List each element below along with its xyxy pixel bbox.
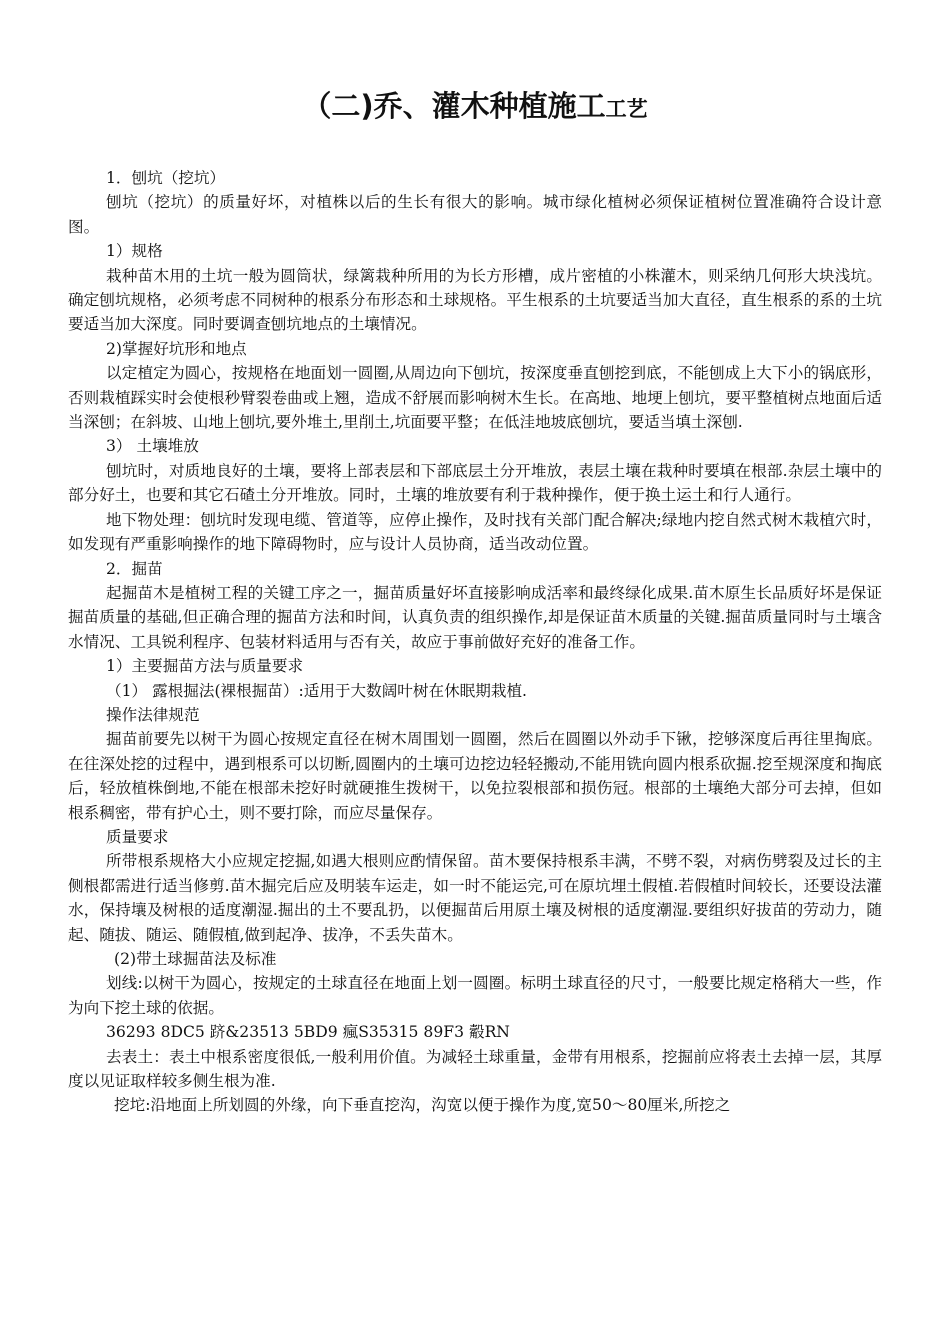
document-title bbox=[0, 86, 950, 129]
subsection-heading: 2)掌握好坑形和地点 bbox=[106, 339, 247, 358]
paragraph: 划线:以树干为圆心，按规定的土球直径在地面上划一圆圈。标明土球直径的尺寸，一般要比规定格稍大一些，作为向下挖土球的依据。 bbox=[68, 974, 882, 1017]
paragraph: 去表土：表土中根系密度很低,一般利用价值。为减轻土球重量，金带有用根系，挖掘前应将表土去掉一层，其厚度以见证取样较多侧生根为准. bbox=[68, 1047, 882, 1091]
paragraph: 以定植定为圆心，按规格在地面划一圆圈,从周边向下刨坑，按深度垂直刨挖到底，不能刨成上大下小的锅底形，否则栽植踩实时会使根秒臂裂卷曲或上翘，造成不舒展而影响树木生长。在高地、地埂上刨坑，要平整植树点地面后适当深刨；在斜坡、山地上刨坑,要外堆土,里削土,坑面要平整；在低洼地坡底刨坑，要适当填土深刨. bbox=[68, 364, 882, 432]
paragraph: 地下物处理：刨坑时发现电缆、管道等，应停止操作，及时找有关部门配合解决;绿地内挖自然式树木栽植穴时，如发现有严重影响操作的地下障碍物时，应与设计人员协商，适当改动位置。 bbox=[68, 510, 882, 554]
paragraph: 掘苗前要先以树干为圆心按规定直径在树木周围划一圆圈，然后在圆圈以外动手下锹，挖够深度后再往里掏底。在往深处挖的过程中，遇到根系可以切断,圆圈内的土壤可边挖边轻轻搬动,不能用铣向圆内根系砍掘.挖至规深度和掏底后，轻放植株倒地,不能在根部未挖好时就硬推生拨树干，以免拉裂根部和损伤冠。根部的土壤绝大部分可去掉，但如根系稠密，带有护心土，则不要打除，而应尽量保存。 bbox=[68, 730, 882, 822]
paragraph: 起掘苗木是植树工程的关键工序之一，掘苗质量好坏直接影响成活率和最终绿化成果.苗木原生长品质好坏是保证掘苗质量的基础,但正确合理的掘苗方法和时间，认真负责的组织操作,却是保证苗木质量的关键.掘苗质量同时与土壤含水情况、工具锐利程序、包装材料适用与否有关，故应于事前做好充好的准备工作。 bbox=[68, 583, 882, 651]
subsection-heading: 3） 土壤堆放 bbox=[106, 437, 199, 456]
document-body bbox=[68, 166, 882, 1118]
method-heading: (2)带土球掘苗法及标准 bbox=[114, 950, 277, 968]
paragraph: 刨坑（挖坑）的质量好坏，对植株以后的生长有很大的影响。城市绿化植树必须保证植树位置准确符合设计意图。 bbox=[68, 193, 882, 236]
title-main: （二)乔、灌木种植施工 bbox=[302, 89, 606, 123]
title-suffix: 工艺 bbox=[605, 97, 648, 121]
subsection-heading: 操作法律规范 bbox=[106, 705, 200, 724]
subsection-heading: 1）规格 bbox=[106, 242, 163, 261]
paragraph: 刨坑时，对质地良好的土壤，要将上部表层和下部底层土分开堆放，表层土壤在栽种时要填在根部.杂层土壤中的部分好土，也要和其它石碴土分开堆放。同时，土壤的堆放要有利于栽种操作，便于换土运土和行人通行。 bbox=[68, 461, 882, 505]
garbled-line: 36293 8DC5 跻&23513 5BD9 瘋S35315 89F3 觳RN bbox=[106, 1023, 510, 1042]
paragraph: 挖坨:沿地面上所划圆的外缘，向下垂直挖沟，沟宽以便于操作为度,宽50～80厘米,所挖之 bbox=[114, 1096, 731, 1115]
paragraph: 所带根系规格大小应规定挖掘,如遇大根则应酌情保留。苗木要保持根系丰满，不劈不裂，对病伤劈裂及过长的主侧根都需进行适当修剪.苗木掘完后应及明装车运走，如一时不能运完,可在原坑埋土假植.若假植时间较长，还要设法灌水，保持壤及树根的适度潮湿.掘出的土不要乱扔，以便掘苗后用原土壤及树根的适度潮湿.要组织好拔苗的劳动力，随起、随拔、随运、随假植,做到起净、拔净，不丢失苗木。 bbox=[68, 852, 882, 944]
section-heading: 1．刨坑（挖坑） bbox=[106, 169, 226, 187]
section-heading: 2．掘苗 bbox=[106, 559, 163, 578]
subsection-heading: 质量要求 bbox=[106, 827, 169, 846]
method-heading: （1） 露根掘法(裸根掘苗）:适用于大数阔叶树在休眠期栽植. bbox=[106, 681, 528, 700]
subsection-heading: 1）主要掘苗方法与质量要求 bbox=[106, 657, 304, 676]
paragraph: 栽种苗木用的土坑一般为圆筒状，绿篱栽种所用的为长方形槽，成片密植的小株灌木，则采纳几何形大块浅坑。确定刨坑规格，必须考虑不同树种的根系分布形态和土球规格。平生根系的土坑要适当加大直径，直生根系的系的土坑要适当加大深度。同时要调查刨坑地点的土壤情况。 bbox=[68, 266, 882, 334]
